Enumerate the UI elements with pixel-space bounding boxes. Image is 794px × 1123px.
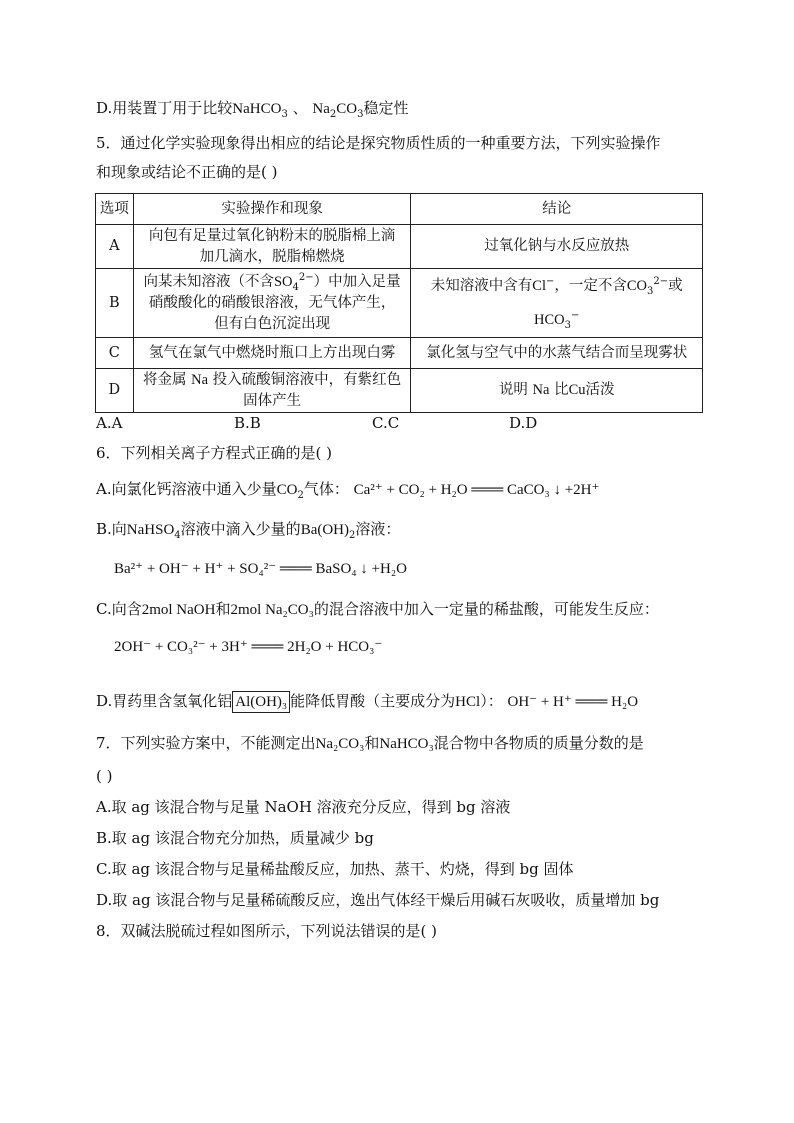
header-option: 选项: [96, 194, 134, 225]
q5-experiment-table: [95, 193, 703, 413]
q5-option-d: D.D: [509, 414, 538, 432]
q6-option-b: B.向NaHSO$_4$溶液中滴入少量的$Ba(OH)_2$溶液：: [96, 520, 401, 541]
header-conclusion: 结论: [411, 194, 703, 225]
row-a-operation: 向包有足量过氧化钠粉末的脱脂棉上滴 加几滴水，脱脂棉燃烧: [133, 225, 411, 269]
q7-option-d: D.取 ag 该混合物与足量稀硫酸反应，逸出气体经干燥后用碱石灰吸收，质量增加 bg: [96, 891, 660, 909]
row-d-operation: 将金属 Na 投入硫酸铜溶液中，有紫红色 固体产生: [133, 369, 411, 413]
q6-option-c: C.向含2mol NaOH和2mol Na₂CO₃的混合溶液中加入一定量的稀盐酸，可能发生反应：: [96, 600, 659, 618]
q8-stem: 8．双碱法脱硫过程如图所示，下列说法错误的是( ): [96, 922, 438, 940]
row-d-option: D: [96, 369, 134, 413]
q6-option-a: A.向氯化钙溶液中通入少量$CO_2$气体： Ca²⁺ + CO₂ + H₂O ═══ CaCO₃ ↓ +2H⁺: [96, 480, 600, 501]
row-b-operation: 向某未知溶液（不含$SO_4^{2-}$）中加入足量 硝酸酸化的硝酸银溶液，无气体产生， 但有白色沉淀出现: [133, 269, 411, 338]
q4-option-d: D.用装置丁用于比较NaHCO$_3$ 、 $Na_2CO_3$稳定性: [96, 99, 409, 120]
q5-stem-line1: 5．通过化学实验现象得出相应的结论是探究物质性质的一种重要方法，下列实验操作: [96, 134, 661, 152]
row-a-option: A: [96, 225, 134, 269]
table-row: [96, 225, 703, 269]
row-d-conclusion: 说明 Na 比Cu活泼: [411, 369, 703, 413]
row-c-conclusion: 氯化氢与空气中的水蒸气结合而呈现雾状: [411, 338, 703, 369]
row-c-operation: 氢气在氯气中燃烧时瓶口上方出现白雾: [133, 338, 411, 369]
q6-c-equation: 2OH⁻ + CO₃²⁻ + 3H⁺ ═══ 2H₂O + HCO₃⁻: [114, 639, 383, 655]
q7-stem: 7．下列实验方案中，不能测定出Na₂CO₃和NaHCO₃混合物中各物质的质量分数的是: [96, 734, 644, 752]
row-b-option: B: [96, 269, 134, 338]
table-header-row: [96, 194, 703, 225]
q6-option-d: D.胃药里含氢氧化铝 Al(OH)₃ 能降低胃酸（主要成分为HCl）： OH⁻ + H⁺ ═══ H₂O: [96, 691, 638, 713]
q5-option-b: B.B: [234, 414, 261, 432]
q7-option-b: B.取 ag 该混合物充分加热，质量减少 bg: [96, 829, 374, 847]
row-a-conclusion: 过氧化钠与水反应放热: [411, 225, 703, 269]
q7-option-a: A.取 ag 该混合物与足量 NaOH 溶液充分反应，得到 bg 溶液: [96, 798, 511, 816]
q5-option-a: A.A: [96, 414, 123, 432]
table-row: [96, 369, 703, 413]
row-b-conclusion: 未知溶液中含有Cl−，一定不含$CO_3^{2-}$或 $HCO_3^-$: [411, 269, 703, 338]
table-row: [96, 338, 703, 369]
row-c-option: C: [96, 338, 134, 369]
q7-stem-line2: ( ): [96, 767, 113, 785]
q5-option-c: C.C: [372, 414, 400, 432]
q6-a-equation: Ca²⁺ + CO₂ + H₂O ═══ CaCO₃ ↓ +2H⁺: [353, 482, 600, 498]
q6-b-equation: Ba²⁺ + OH⁻ + H⁺ + SO₄²⁻ ═══ BaSO₄ ↓ +H₂O: [114, 561, 407, 577]
q7-option-c: C.取 ag 该混合物与足量稀盐酸反应，加热、蒸干、灼烧，得到 bg 固体: [96, 860, 574, 878]
table-row: [96, 269, 703, 338]
q6-d-equation: OH⁻ + H⁺ ═══ H₂O: [507, 694, 639, 710]
q5-stem-line2: 和现象或结论不正确的是( ): [96, 163, 278, 181]
q6-stem: 6．下列相关离子方程式正确的是( ): [96, 444, 333, 462]
header-operation: 实验操作和现象: [133, 194, 411, 225]
